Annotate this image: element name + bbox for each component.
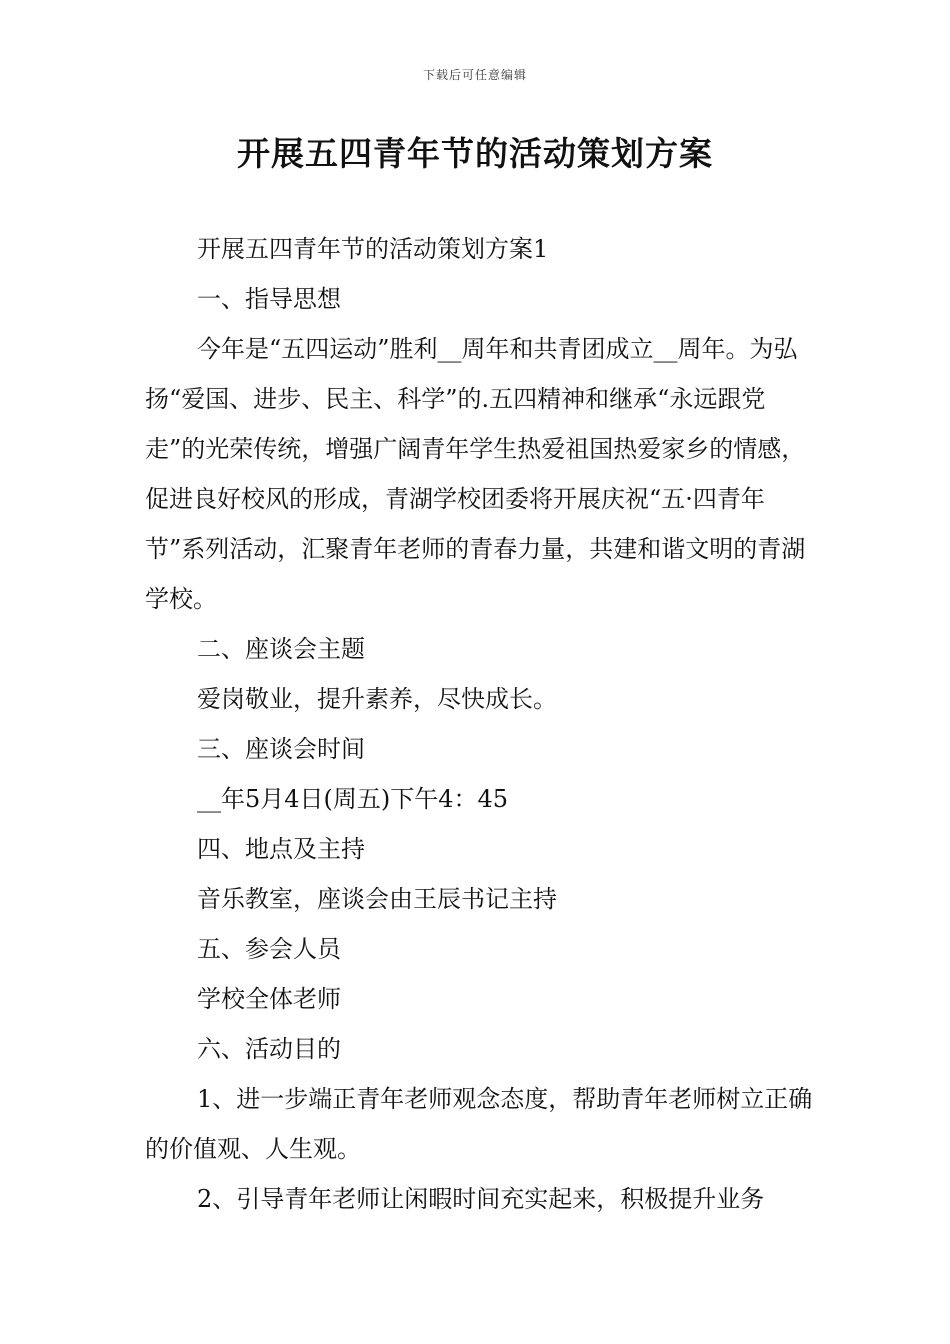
section-heading-purpose: 六、活动目的 xyxy=(197,1035,341,1063)
page-header-note: 下载后可任意编辑 xyxy=(422,68,527,82)
paragraph-location-host: 音乐教室，座谈会由王辰书记主持 xyxy=(197,885,557,913)
section-heading-theme: 二、座谈会主题 xyxy=(197,635,365,663)
section-heading-time: 三、座谈会时间 xyxy=(197,735,365,763)
paragraph-guiding-ideology: 今年是“五四运动”胜利__周年和共青团成立__周年。为弘扬“爱国、进步、民主、科学”的.五四精神和继承“永远跟党走”的光荣传统，增强广阔青年学生热爱祖国热爱家乡的情感，促进良好校风的形成，青湖学校团委将开展庆祝“五·四青年节”系列活动，汇聚青年老师的青春力量，共建和谐文明的青湖学校。 xyxy=(145,335,806,613)
paragraph-time: __年5月4日(周五)下午4：45 xyxy=(197,785,509,813)
document-body xyxy=(145,224,815,1224)
section-heading-location-host: 四、地点及主持 xyxy=(197,835,365,863)
section-heading-plan-1: 开展五四青年节的活动策划方案1 xyxy=(197,235,549,263)
paragraph-theme: 爱岗敬业，提升素养，尽快成长。 xyxy=(197,685,557,713)
section-heading-guiding-ideology: 一、指导思想 xyxy=(197,285,341,313)
section-heading-attendees: 五、参会人员 xyxy=(197,935,341,963)
document-title: 开展五四青年节的活动策划方案 xyxy=(237,134,713,173)
paragraph-purpose-1: 1、进一步端正青年老师观念态度，帮助青年老师树立正确的价值观、人生观。 xyxy=(145,1085,813,1163)
paragraph-attendees: 学校全体老师 xyxy=(197,985,341,1013)
paragraph-purpose-2: 2、引导青年老师让闲暇时间充实起来，积极提升业务 xyxy=(197,1185,765,1213)
